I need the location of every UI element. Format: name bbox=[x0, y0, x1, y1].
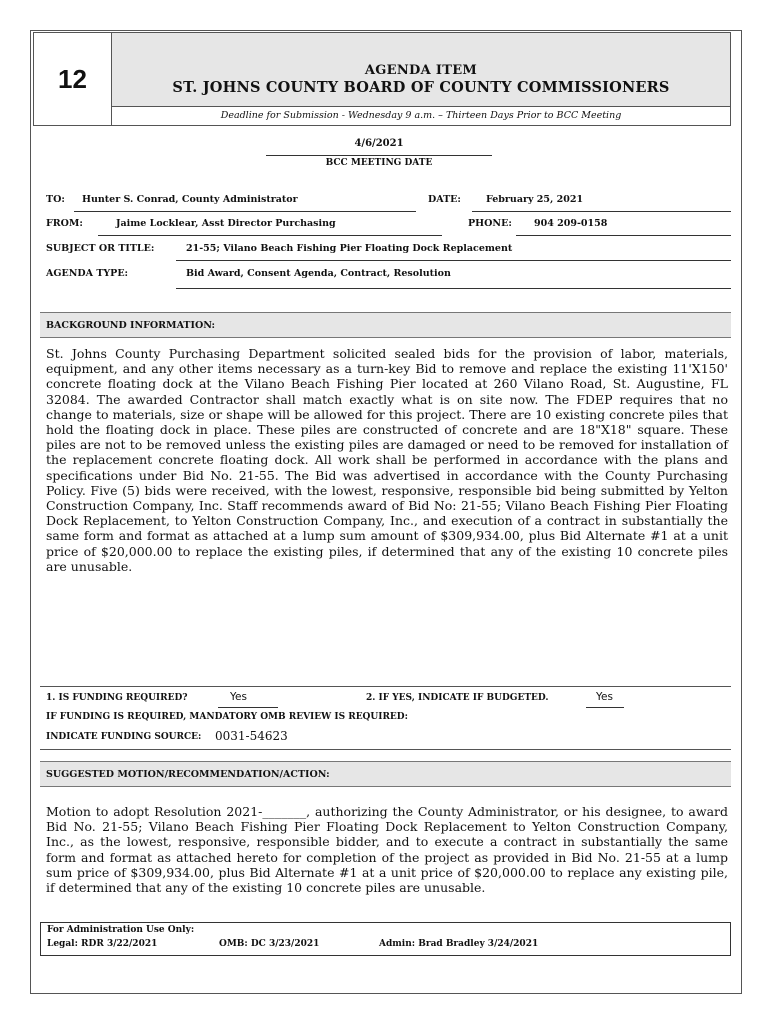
admin-use-heading: For Administration Use Only: bbox=[47, 925, 195, 935]
phone-label: PHONE: bbox=[468, 218, 512, 229]
agenda-title-line1: AGENDA ITEM bbox=[364, 63, 478, 78]
bcc-meeting-date-label: BCC MEETING DATE bbox=[325, 158, 433, 168]
date-underline bbox=[472, 211, 731, 212]
motion-text: Motion to adopt Resolution 2021-_______, authorizing the County Administrator, or his designee, to award Bid No. 21-55; Vilano Beach Fishing Pier Floating Dock Replacement to Yelton Construction Company, Inc., as the lowest, responsive, responsible bidder, and to execute a contract in substantially the same form and format as attached hereto for completion of the project as provided in Bid No. 21-55 at a lump sum price of $309,934.00, plus Bid Alternate #1 at a unit price of $20,000.00 to replace any existing pile, if determined that any of the existing 10 concrete piles are unusable. bbox=[46, 804, 728, 896]
legal-review: Legal: RDR 3/22/2021 bbox=[47, 939, 158, 949]
subject-underline bbox=[176, 260, 731, 261]
omb-review-label: IF FUNDING IS REQUIRED, MANDATORY OMB REVIEW IS REQUIRED: bbox=[46, 712, 408, 722]
funding-required-value: Yes bbox=[230, 691, 247, 703]
background-text: St. Johns County Purchasing Department solicited sealed bids for the provision of labor, materials, equipment, and any other items necessary as a turn-key Bid to remove and replace the existing 11'X150' concrete floating dock at the Vilano Beach Fishing Pier located at 260 Vilano Road, St. Augustine, FL 32084. The awarded Contractor shall match exactly what is on site now. The FDEP requires that no change to materials, size or shape will be allowed for this project. There are 10 existing concrete piles that hold the floating dock in place. These piles are constructed of concrete and are 18"X18" square. These piles are not to be removed unless the existing piles are damaged or need to be removed for installation of the replacement concrete floating dock. All work shall be performed in accordance with the plans and specifications under Bid No. 21-55. The Bid was advertised in accordance with the County Purchasing Policy. Five (5) bids were received, with the lowest, responsive, responsible bid being submitted by Yelton Construction Company, Inc. Staff recommends award of Bid No: 21-55; Vilano Beach Fishing Pier Floating Dock Replacement, to Yelton Construction Company, Inc., and execution of a contract in substantially the same form and format as attached at a lump sum amount of $309,934.00, plus Bid Alternate #1 at a unit price of $20,000.00 to replace the existing piles, if determined that any of the existing 10 concrete piles are unusable. bbox=[46, 346, 728, 574]
agenda-type-label: AGENDA TYPE: bbox=[46, 268, 129, 279]
phone-value: 904 209-0158 bbox=[534, 218, 608, 229]
phone-underline bbox=[516, 235, 731, 236]
funding-section bbox=[40, 686, 731, 750]
from-value: Jaime Locklear, Asst Director Purchasing bbox=[116, 218, 336, 229]
budgeted-label: 2. IF YES, INDICATE IF BUDGETED. bbox=[366, 693, 549, 703]
subject-label: SUBJECT OR TITLE: bbox=[46, 243, 155, 254]
bcc-meeting-date-value: 4/6/2021 bbox=[354, 138, 404, 149]
funding-source-label: INDICATE FUNDING SOURCE: bbox=[46, 732, 202, 742]
agenda-type-value: Bid Award, Consent Agenda, Contract, Resolution bbox=[186, 268, 451, 279]
agenda-type-underline bbox=[176, 288, 731, 289]
admin-use-box bbox=[40, 922, 731, 956]
budgeted-underline bbox=[586, 707, 624, 708]
meeting-date-underline bbox=[266, 155, 492, 156]
subject-value: 21-55; Vilano Beach Fishing Pier Floating Dock Replacement bbox=[186, 243, 513, 254]
date-label: DATE: bbox=[428, 194, 461, 205]
funding-required-label: 1. IS FUNDING REQUIRED? bbox=[46, 693, 188, 703]
funding-required-underline bbox=[218, 707, 278, 708]
from-underline bbox=[98, 235, 442, 236]
omb-review: OMB: DC 3/23/2021 bbox=[219, 939, 320, 949]
motion-heading: SUGGESTED MOTION/RECOMMENDATION/ACTION: bbox=[40, 761, 731, 787]
agenda-header bbox=[33, 32, 731, 126]
to-value: Hunter S. Conrad, County Administrator bbox=[82, 194, 298, 205]
to-underline bbox=[74, 211, 416, 212]
agenda-title-line2: ST. JOHNS COUNTY BOARD OF COUNTY COMMISSIONERS bbox=[172, 79, 670, 96]
to-label: TO: bbox=[46, 194, 65, 205]
budgeted-value: Yes bbox=[596, 691, 613, 703]
from-label: FROM: bbox=[46, 218, 83, 229]
background-heading: BACKGROUND INFORMATION: bbox=[40, 312, 731, 338]
submission-deadline: Deadline for Submission - Wednesday 9 a.m. – Thirteen Days Prior to BCC Meeting bbox=[112, 107, 731, 126]
funding-source-value: 0031-54623 bbox=[215, 729, 288, 743]
agenda-item-number: 12 bbox=[33, 32, 112, 126]
admin-review: Admin: Brad Bradley 3/24/2021 bbox=[379, 939, 539, 949]
date-value: February 25, 2021 bbox=[486, 194, 584, 205]
agenda-title bbox=[112, 32, 731, 107]
